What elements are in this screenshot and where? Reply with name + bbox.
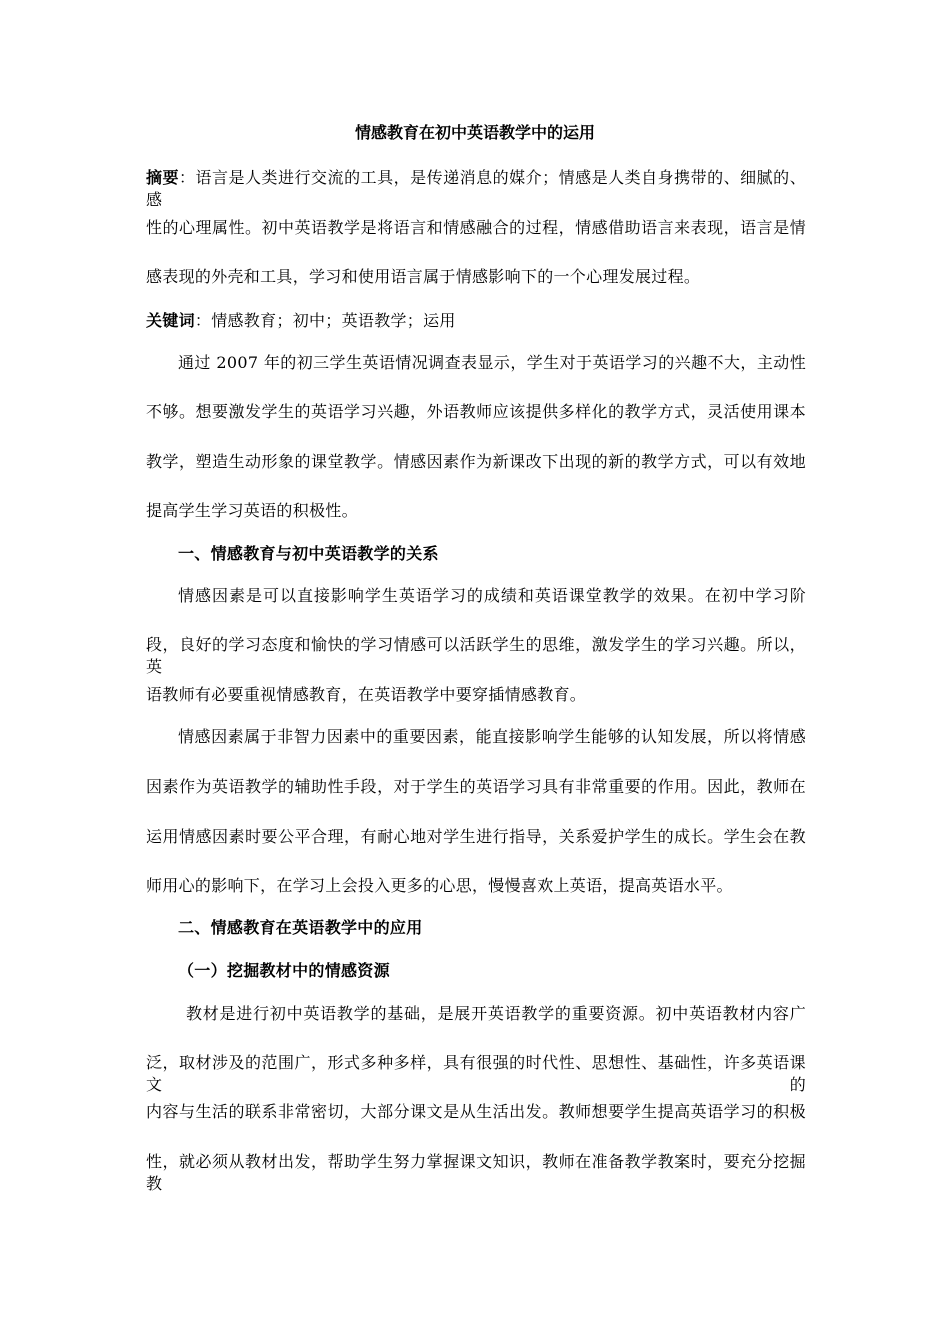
section1-p2-line-4: 师用心的影响下，在学习上会投入更多的心思，慢慢喜欢上英语，提高英语水平。 (146, 876, 733, 895)
abstract-line-1: 摘要：语言是人类进行交流的工具，是传递消息的媒介；情感是人类自身携带的、细腻的、感 (146, 168, 806, 209)
section2-p1-line-4: 性，就必须从教材出发，帮助学生努力掌握课文知识，教师在准备教学教案时，要充分挖掘教 (146, 1152, 806, 1193)
section1-p2-line-1: 情感因素属于非智力因素中的重要因素，能直接影响学生能够的认知发展，所以将情感 (178, 727, 806, 746)
section2-p1-line-1: 教材是进行初中英语教学的基础，是展开英语教学的重要资源。初中英语教材内容广 (186, 1004, 806, 1023)
abstract-line-2: 性的心理属性。初中英语教学是将语言和情感融合的过程，情感借助语言来表现，语言是情 (146, 218, 806, 237)
section1-heading: 一、情感教育与初中英语教学的关系 (178, 544, 439, 563)
abstract-label: 摘要 (146, 168, 180, 187)
section2-p1-line-2: 泛，取材涉及的范围广，形式多种多样，具有很强的时代性、思想性、基础性，许多英语课文的 (146, 1053, 806, 1094)
section1-p2-line-2: 因素作为英语教学的辅助性手段，对于学生的英语学习具有非常重要的作用。因此，教师在 (146, 777, 806, 796)
section1-p1-line-3: 语教师有必要重视情感教育，在英语教学中要穿插情感教育。 (146, 685, 587, 704)
keywords-label: 关键词 (146, 311, 195, 330)
abstract-line-3: 感表现的外壳和工具，学习和使用语言属于情感影响下的一个心理发展过程。 (146, 267, 701, 286)
keywords-line (146, 310, 806, 332)
intro-line-3: 教学，塑造生动形象的课堂教学。情感因素作为新课改下出现的新的教学方式，可以有效地 (146, 452, 806, 471)
intro-line-4: 提高学生学习英语的积极性。 (146, 501, 358, 520)
document-title: 情感教育在初中英语教学中的运用 (354, 123, 595, 142)
section1-p1-line-2: 段，良好的学习态度和愉快的学习情感可以活跃学生的思维，激发学生的学习兴趣。所以，英 (146, 635, 806, 676)
section1-p1-line-1: 情感因素是可以直接影响学生英语学习的成绩和英语课堂教学的效果。在初中学习阶 (178, 586, 806, 605)
section1-p2-line-3: 运用情感因素时要公平合理，有耐心地对学生进行指导，关系爱护学生的成长。学生会在教 (146, 827, 806, 846)
section2-subheading: （一）挖掘教材中的情感资源 (178, 961, 390, 980)
intro-line-2: 不够。想要激发学生的英语学习兴趣，外语教师应该提供多样化的教学方式，灵活使用课本 (146, 402, 806, 421)
intro-line-1: 通过 2007 年的初三学生英语情况调查表显示，学生对于英语学习的兴趣不大，主动性 (178, 353, 806, 372)
keywords-text: ：情感教育；初中；英语教学；运用 (194, 311, 456, 330)
section2-heading: 二、情感教育在英语教学中的应用 (178, 918, 423, 937)
section2-p1-line-3: 内容与生活的联系非常密切，大部分课文是从生活出发。教师想要学生提高英语学习的积极 (146, 1102, 806, 1121)
